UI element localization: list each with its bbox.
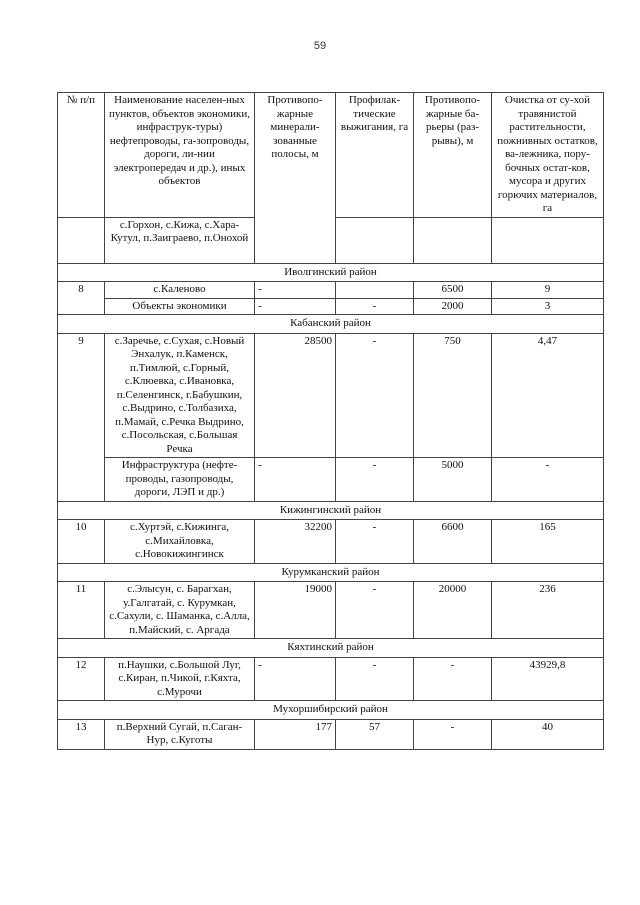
cell-cleaning: 43929,8 [492,657,604,701]
cell-cleaning: 3 [492,298,604,315]
cell-burning [336,217,414,263]
cell-number: 12 [58,657,105,701]
region-row [58,563,604,582]
cell-number: 13 [58,719,105,749]
table-row [58,458,604,502]
cell-barriers: - [414,657,492,701]
cell-strips: - [255,298,336,315]
cell-cleaning: 4,47 [492,333,604,458]
cell-barriers: 6500 [414,282,492,299]
cell-barriers: 5000 [414,458,492,502]
cell-burning [336,282,414,299]
region-row [58,501,604,520]
table-header-row [58,93,604,218]
table-row [58,282,604,299]
region-title: Кяхтинский район [58,639,604,658]
cell-name: с.Заречье, с.Сухая, с.Новый Энхалук, п.Каменск, п.Тимлюй, с.Горный, с.Клюевка, с.Ивановка, п.Селенгинск, г.Бабушкин, с.Выдрино, с.Толбазиха, п.Мамай, с.Речка Выдрино, с.Посольская, с.Большая Речка [105,333,255,458]
region-title: Мухоршибирский район [58,701,604,720]
region-title: Иволгинский район [58,263,604,282]
cell-strips: 28500 [255,333,336,458]
cell-burning: - [336,458,414,502]
cell-barriers: 6600 [414,520,492,564]
cell-strips: 32200 [255,520,336,564]
cell-name: Объекты экономики [105,298,255,315]
header-cleaning: Очистка от су-хой травянистой растительности, пожнивных остатков, ва-лежника, пору-бочных остат-ков, мусора и других горючих материалов, га [492,93,604,218]
cell-strips: 177 [255,719,336,749]
cell-strips: - [255,282,336,299]
cell-burning: - [336,582,414,639]
region-row [58,639,604,658]
region-row [58,315,604,334]
cell-burning: - [336,657,414,701]
cell-cleaning: 9 [492,282,604,299]
cell-name: п.Наушки, с.Большой Луг, с.Киран, п.Чикой, г.Кяхта, с.Мурочи [105,657,255,701]
region-title: Кижингинский район [58,501,604,520]
header-number: № п/п [58,93,105,218]
table-row [58,298,604,315]
cell-cleaning: 165 [492,520,604,564]
table-row [58,657,604,701]
cell-cleaning: 236 [492,582,604,639]
cell-number: 9 [58,333,105,501]
cell-name: с.Горхон, с.Кижа, с.Хара-Кутул, п.Заиграево, п.Онохой [105,217,255,263]
header-mineralized-strips: Противопо-жарные минерали-зованные полосы, м [255,93,336,264]
cell-cleaning: - [492,458,604,502]
cell-cleaning [492,217,604,263]
cell-number [58,217,105,263]
cell-barriers [414,217,492,263]
table-row [58,520,604,564]
page-number: 59 [313,40,327,52]
table-row [58,333,604,458]
cell-number: 8 [58,282,105,315]
cell-name: с.Хуртэй, с.Кижинга, с.Михайловка, с.Новокижингинск [105,520,255,564]
header-name: Наименование населен-ных пунктов, объектов экономики, инфраструк-туры) нефтепроводы, га-зопроводы, дороги, ли-нии электропередач и др.), иных объектов [105,93,255,218]
cell-name: с.Каленово [105,282,255,299]
cell-cleaning: 40 [492,719,604,749]
region-title: Курумканский район [58,563,604,582]
cell-burning: 57 [336,719,414,749]
cell-strips: - [255,458,336,502]
cell-barriers: 20000 [414,582,492,639]
region-row [58,701,604,720]
fire-prevention-table [57,92,604,750]
cell-name: Инфраструктура (нефте-проводы, газопроводы, дороги, ЛЭП и др.) [105,458,255,502]
cell-barriers: - [414,719,492,749]
cell-burning: - [336,333,414,458]
table-row [58,582,604,639]
cell-number: 11 [58,582,105,639]
cell-strips: - [255,657,336,701]
cell-burning: - [336,520,414,564]
cell-barriers: 750 [414,333,492,458]
header-fire-barriers: Противопо-жарные ба-рьеры (раз-рывы), м [414,93,492,218]
cell-number: 10 [58,520,105,564]
table-row [58,719,604,749]
header-prophylactic-burning: Профилак-тические выжигания, га [336,93,414,218]
cell-name: п.Верхний Сугай, п.Саган-Нур, с.Куготы [105,719,255,749]
region-title: Кабанский район [58,315,604,334]
region-row [58,263,604,282]
cell-burning: - [336,298,414,315]
cell-name: с.Элысун, с. Барагхан, у.Галгатай, с. Курумкан, с.Сахули, с. Шаманка, с.Алла, п.Майский, с. Аргада [105,582,255,639]
cell-barriers: 2000 [414,298,492,315]
cell-strips: 19000 [255,582,336,639]
